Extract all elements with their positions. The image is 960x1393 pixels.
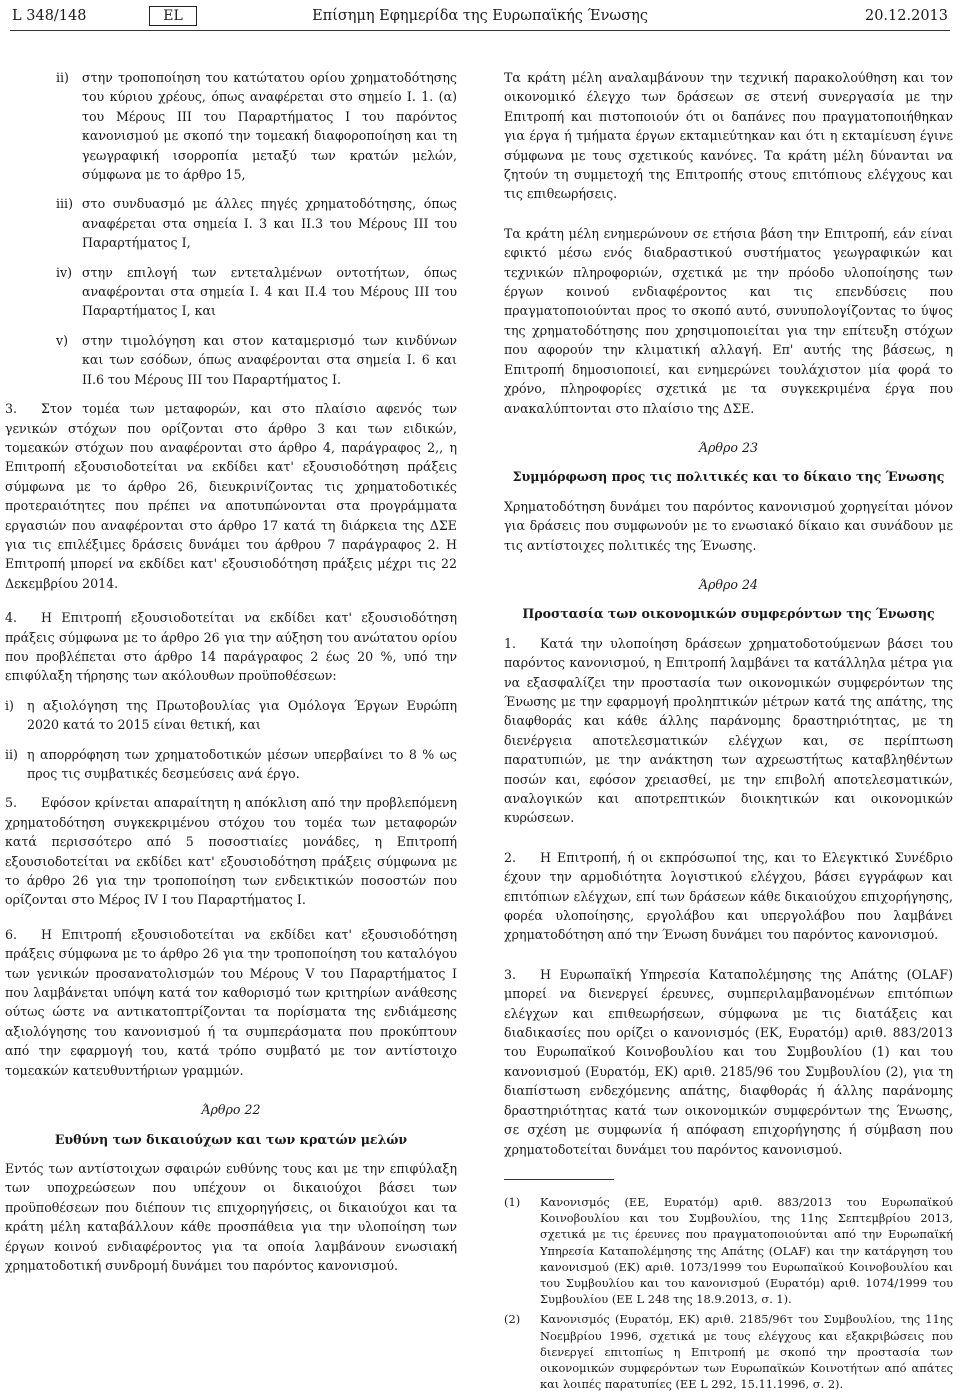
article-22-title: Άρθρο 22 [201,1102,261,1118]
footnote-label: (2) [504,1312,521,1327]
article-24-paragraph-3 [504,965,953,1159]
page-header [12,4,948,28]
article-23-heading: Συμμόρφωση προς τις πολιτικές και το δίκαιο της Ένωσης [512,469,945,485]
article-23-title: Άρθρο 23 [698,439,759,455]
article-24-paragraph-1 [504,634,953,828]
list-item [5,696,457,735]
list-item [5,68,457,184]
paragraph-text: Στον τομέα των μεταφορών, και στο πλαίσιο αφενός των γενικών στόχων που ορίζονται στο άρθρο 3 και των ειδικών, τομεακών στόχων που αναφέρονται στο άρθρο 4, παράγραφος 2,, η Επιτροπή εξουσιοδοτείται να εκδίδει κατ' εξουσιοδότηση πράξεις σύμφωνα με το άρθρο 26, διευκρινίζοντας τις χρηματοδοτικές προτεραιότητες που πρέπει να αποτυπώνονται στα προγράμματα εργασιών που αναφέρονται στο άρθρο 17 κατά τη διάρκεια της ΔΣΕ για τις επιλέξιμες δράσεις δυνάμει του άρθρου 7 παράγραφος 2. Η Επιτροπή μπορεί να εκδίδει κατ' εξουσιοδότηση πράξεις μέχρι τις 22 Δεκεμβρίου 2014. [5,401,457,591]
paragraph: Τα κράτη μέλη ενημερώνουν σε ετήσια βάση την Επιτροπή, εάν είναι εφικτό μέσω ενός διαδραστικού συστήματος γεωγραφικών και τεχνικών πληροφοριών, σχετικά με την πρόοδο υλοποίησης των έργων κοινού ενδιαφέροντος και τις επενδύσεις που πραγματοποιούνται προς το σκοπό αυτό, συνυπολογίζοντας το ύψος της χρηματοδότησης που χρησιμοποιείται για την επίτευξη στόχων που αφορούν την κλιματική αλλαγή. Επ' αυτής της βάσεως, η Επιτροπή δημοσιοποιεί, και ενημερώνει τουλάχιστον μία φορά το χρόνο, πληροφορίες σχετικά με τα συγκεκριμένα έργα που ανακαλύπτονται στο πλαίσιο της ΔΣΕ. [504,225,953,416]
paragraph-number: 5. [5,795,18,811]
left-column [5,68,457,1275]
footnote [504,1194,953,1307]
list-item [5,331,457,389]
paragraph: Τα κράτη μέλη αναλαμβάνουν την τεχνική παρακολούθηση και τον οικονομικό έλεγχο των δράσεων σε στενή συνεργασία με την Επιτροπή και πιστοποιούν ότι οι δαπάνες που πραγματοποιήθηκαν για έργα ή τμήματα έργων εκταμιεύτηκαν και ότι η εκταμίευση έγινε σύμφωνα με τους σχετικούς κανόνες. Τα κράτη μέλη δύνανται να ζητούν τη συμμετοχή της Επιτροπής στους επιτόπιους ελέγχους και τις επιθεωρήσεις. [504,70,953,202]
list-item [5,745,457,784]
footnote-rule [504,1179,614,1180]
header-rule [10,30,950,31]
item-text: στην επιλογή των εντεταλμένων οντοτήτων, όπως αναφέρονται στα σημεία Ι. 4 και ΙΙ.4 του Μέρους ΙΙΙ του Παραρτήματος Ι, και [82,264,457,319]
paragraph-number: 1. [504,635,517,651]
paragraph-number: 3. [504,966,517,982]
paragraph-3 [5,399,457,593]
footnote [504,1311,953,1392]
paragraph-text: Η Ευρωπαϊκή Υπηρεσία Καταπολέμησης της Απάτης (OLAF) μπορεί να διενεργεί έρευνες, συμπεριλαμβανομένων επιτόπιων ελέγχων και επιθεωρήσεων, σύμφωνα με τις διατάξεις και διαδικασίες που ορίζει ο κανονισμός (ΕΚ, Ευρατόμ) αριθ. 883/2013 του Ευρωπαϊκού Κοινοβουλίου και του Συμβουλίου (1) και του κανονισμού (Ευρατόμ, ΕΚ) αριθ. 2185/96 του Συμβουλίου (2), για τη διαπίστωση ενδεχόμενης απάτης, διαφθοράς ή άλλης παράνομης δραστηριότητας κατά των οικονομικών συμφερόντων της Ένωσης, σε σχέση με συμφωνία ή απόφαση επιχορήγησης ή σύμβαση που χρηματοδοτείται δυνάμει του παρόντος κανονισμού. [504,966,953,1157]
paragraph-text: Η Επιτροπή εξουσιοδοτείται να εκδίδει κατ' εξουσιοδότηση πράξεις σύμφωνα με το άρθρο 26 για την αύξηση του ανώτατου ορίου που προβλέπεται στο άρθρο 14 παράγραφος 2 έως 20 %, υπό την επιφύλαξη τήρησης των ακόλουθων προϋποθέσεων: [5,610,457,684]
journal-title: Επίσημη Εφημερίδα της Ευρωπαϊκής Ένωσης [312,8,648,24]
footnote-text: Κανονισμός (Ευρατόμ, ΕΚ) αριθ. 2185/96τ του Συμβουλίου, της 11ης Νοεμβρίου 1996, σχετικά με τους ελέγχους και εξακριβώσεις που διενεργεί επιτοπίως η Επιτροπή με σκοπό την προστασία των οικονομικών συμφερόντων των Ευρωπαϊκών Κοινοτήτων από απάτες και λοιπές παρατυπίες (ΕΕ L 292, 15.11.1996, σ. 2). [540,1312,953,1392]
paragraph-number: 2. [504,849,517,865]
paragraph-6 [5,925,457,1080]
language-badge: EL [149,6,197,26]
item-label: ii) [56,70,69,85]
article-22-text: Εντός των αντίστοιχων σφαιρών ευθύνης τους και με την επιφύλαξη των υποχρεώσεων που υπέχουν οι δικαιούχοι βάσει των προϋποθέσεων που διέπουν τις επιχορηγήσεις, οι δικαιούχοι και τα κράτη μέλη καταβάλλουν κάθε προσπάθεια για την υλοποίηση των έργων κοινού ενδιαφέροντος για τα οποία λαμβάνουν ενωσιακή χρηματοδοτική συνδρομή δυνάμει του παρόντος κανονισμού. [5,1160,457,1273]
article-24-title: Άρθρο 24 [698,576,759,592]
item-text: στο συνδυασμό με άλλες πηγές χρηματοδότησης, όπως αναφέρεται στα σημεία Ι. 3 και ΙΙ.3 του Μέρους ΙΙΙ του Παραρτήματος Ι, [82,196,457,251]
item-label: v) [56,332,69,348]
paragraph-text: Κατά την υλοποίηση δράσεων χρηματοδοτούμενων βάσει του παρόντος κανονισμού, η Επιτροπή λαμβάνει τα κατάλληλα μέτρα για να εξασφαλίζει την προστασία των οικονομικών συμφερόντων της Ένωσης με την εφαρμογή προληπτικών μέτρων κατά της απάτης, της διαφθοράς και κάθε άλλης παράνομης δραστηριότητας, με τη διενέργεια αποτελεσματικών ελέγχων και, σε περίπτωση παρατυπιών, με την ανάκτηση των αχρεωστήτως καταβληθέντων ποσών και, εφόσον χρειασθεί, με την επιβολή αποτελεσματικών, αναλογικών και αποτρεπτικών διοικητικών και οικονομικών κυρώσεων. [504,635,953,826]
right-column [504,68,953,1392]
item-label: ii) [5,746,18,762]
item-text: η απορρόφηση των χρηματοδοτικών μέσων υπερβαίνει το 8 % ως προς τις συμβατικές δεσμεύσεις ανά έργο. [27,746,457,781]
item-label: iii) [56,196,73,212]
list-item [5,263,457,321]
item-label: i) [5,697,14,713]
page-reference: L 348/148 [12,8,87,24]
footnote-text: Κανονισμός (ΕΕ, Ευρατόμ) αριθ. 883/2013 του Ευρωπαϊκού Κοινοβουλίου και του Συμβουλίου, της 11ης Σεπτεμβρίου 2013, σχετικά με τις έρευνες που πραγματοποιούνται από την Ευρωπαϊκή Υπηρεσία Καταπολέμησης της Απάτης (OLAF) και την κατάργηση του κανονισμού (ΕΚ) αριθ. 1073/1999 του Ευρωπαϊκού Κοινοβουλίου και του Συμβουλίου και του κανονισμού (Ευρατόμ) αριθ. 1074/1999 του Συμβουλίου (ΕΕ L 248 της 18.9.2013, σ. 1). [540,1194,953,1307]
footnote-label: (1) [504,1194,521,1209]
article-23-text: Χρηματοδότηση δυνάμει του παρόντος κανονισμού χορηγείται μόνον για δράσεις που συμφωνούν με το ενωσιακό δίκαιο και συνάδουν με τις αντίστοιχες πολιτικές της Ένωσης. [504,498,953,553]
publication-date: 20.12.2013 [864,8,948,24]
paragraph-4 [5,608,457,686]
paragraph-number: 3. [5,401,18,417]
paragraph-text: Η Επιτροπή, ή οι εκπρόσωποί της, και το Ελεγκτικό Συνέδριο έχουν την αρμοδιότητα λογιστικού ελέγχου, βάσει εγγράφων και επιτόπιων ελέγχων, επί των δράσεων κάθε δικαιούχου επιχορήγησης, φορέα υλοποίησης, εργολάβου και υπεργολάβου που λαμβάνει χρηματοδότηση από την Ένωση δυνάμει του παρόντος κανονισμού. [504,849,953,943]
list-item [5,194,457,252]
paragraph-text: Εφόσον κρίνεται απαραίτητη η απόκλιση από την προβλεπόμενη χρηματοδότηση συγκεκριμένου στόχου του τομέα των μεταφορών κατά περισσότερο από 5 ποσοστιαίες μονάδες, η Επιτροπή εξουσιοδοτείται να εκδίδει κατ' εξουσιοδότηση πράξεις σύμφωνα με το άρθρο 26 για την τροποποίηση των ενδεικτικών ποσοστών που ορίζονται στο Μέρος IV Ι του Παραρτήματος Ι. [5,795,457,908]
item-text: στην τιμολόγηση και στον καταμερισμό των κινδύνων και των εσόδων, όπως αναφέρονται στα σημεία Ι. 6 και ΙΙ.6 του Μέρους ΙΙΙ του Παραρτήματος Ι. [82,332,457,387]
article-22-heading: Ευθύνη των δικαιούχων και των κρατών μελών [54,1131,408,1147]
item-label: iv) [56,264,73,280]
article-24-paragraph-2 [504,848,953,945]
paragraph-5 [5,793,457,909]
article-24-heading: Προστασία των οικονομικών συμφερόντων της Ένωσης [522,606,935,622]
item-text: στην τροποποίηση του κατώτατου ορίου χρηματοδότησης του κύριου χρέους, όπως αναφέρεται στο σημείο Ι. 1. (α) του Μέρους ΙΙΙ του Παραρτήματος Ι του παρόντος κανονισμού με σκοπό την τομεακή διαφοροποίηση και τη γεωγραφική ισορροπία μεταξύ των κρατών μελών, σύμφωνα με το άρθρο 15, [82,70,457,183]
paragraph-text: Η Επιτροπή εξουσιοδοτείται να εκδίδει κατ' εξουσιοδότηση πράξεις σύμφωνα με το άρθρο 26 για την τροποποίηση του καταλόγου των γενικών προσανατολισμών του Μέρους V του Παραρτήματος Ι που λαμβάνεται υπόψη κατά τον καθορισμό των κριτηρίων ανάθεσης ούτως ώστε να αντικατοπτρίζονται τα πορίσματα της ενδιάμεσης αξιολόγησης του κανονισμού ή τα συμπεράσματα που προκύπτουν από την εφαρμογή του, κατά τρόπο συμβατό με τον αντίστοιχο τομεακών κατευθυντήριων γραμμών. [5,926,457,1078]
item-text: η αξιολόγηση της Πρωτοβουλίας για Ομόλογα Έργων Ευρώπη 2020 κατά το 2015 είναι θετική, και [27,697,457,733]
paragraph-number: 6. [5,926,18,942]
paragraph-number: 4. [5,610,18,626]
